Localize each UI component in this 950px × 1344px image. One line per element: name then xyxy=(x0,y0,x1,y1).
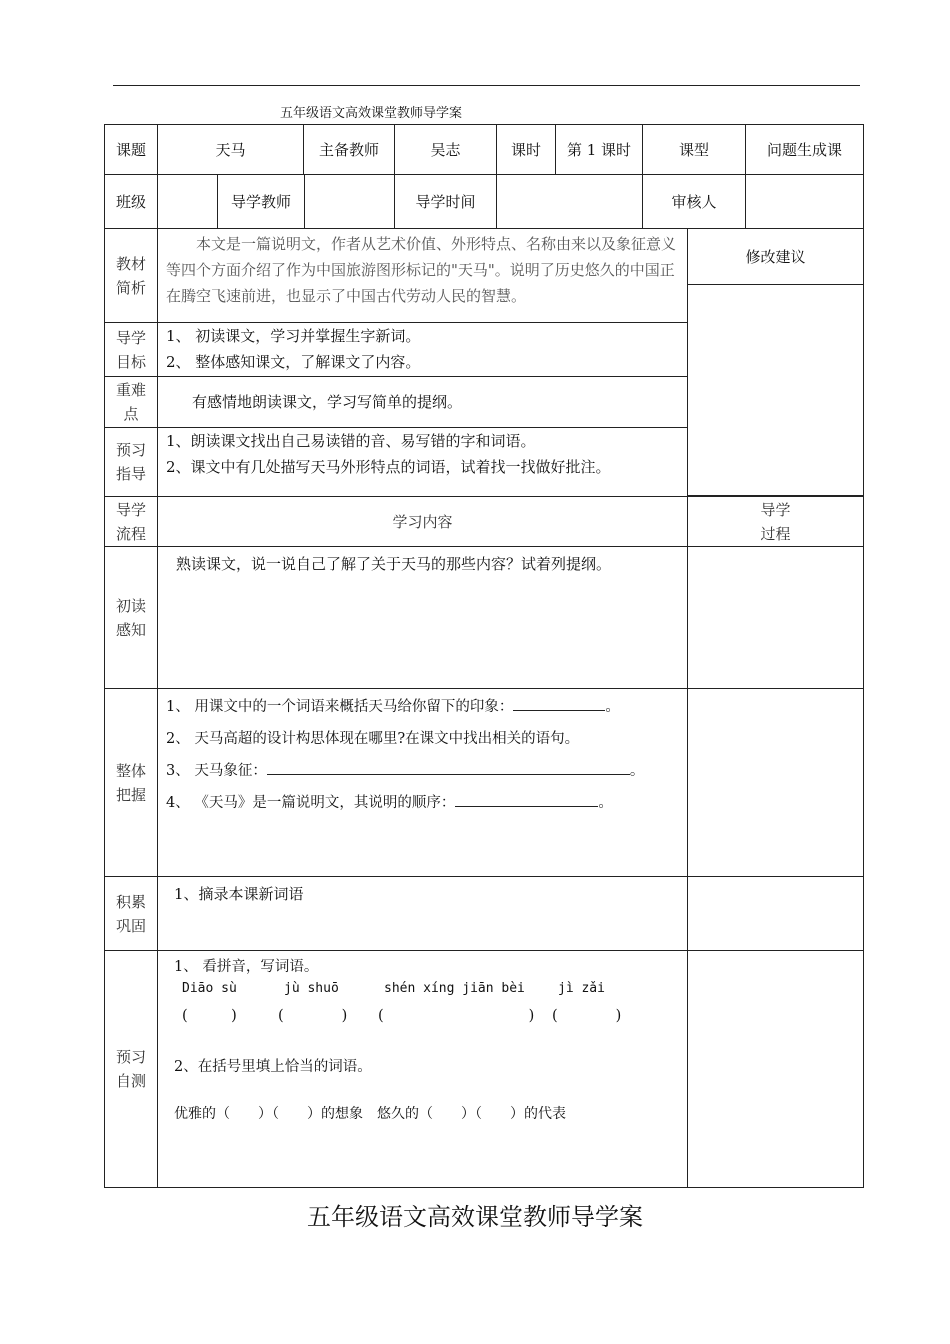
overall-q1: 1、 用课文中的一个词语来概括天马给你留下的印象： 。 xyxy=(166,691,679,723)
answer-blank[interactable] xyxy=(455,792,598,807)
preview-item: 2、课文中有几处描写天马外形特点的词语，试着找一找做好批注。 xyxy=(166,458,611,476)
answer-paren-4[interactable]: ( ) xyxy=(552,1008,622,1024)
overall-q4: 4、 《天马》是一篇说明文，其说明的顺序： 。 xyxy=(166,787,679,819)
guide-time-label: 导学时间 xyxy=(394,174,497,229)
period-value: 第 1 课时 xyxy=(555,124,643,175)
flow-label: 导学流程 xyxy=(104,496,158,547)
goal-item: 1、 初读课文，学习并掌握生字新词。 xyxy=(166,327,421,345)
overall-notes[interactable] xyxy=(687,688,864,877)
goals-list xyxy=(157,322,688,377)
header-title: 五年级语文高效课堂教师导学案 xyxy=(280,106,463,121)
first-reading-text: 熟读课文，说一说自己了解了关于天马的那些内容？试着列提纲。 xyxy=(157,546,688,689)
first-reading-label: 初读感知 xyxy=(104,546,158,689)
reviewer-value[interactable] xyxy=(745,174,864,229)
self-test-label: 预习自测 xyxy=(104,950,158,1188)
accumulate-text: 1、摘录本课新词语 xyxy=(157,876,688,951)
preview-guide-label: 预习指导 xyxy=(104,427,158,497)
process-header: 导学过程 xyxy=(687,496,864,547)
type-label: 课型 xyxy=(642,124,746,175)
guide-teacher-label: 导学教师 xyxy=(217,174,305,229)
preview-item: 1、朗读课文找出自己易读错的音、易写错的字和词语。 xyxy=(166,432,536,450)
answer-blank[interactable] xyxy=(513,696,605,711)
answer-paren-1[interactable]: ( ) xyxy=(182,1008,237,1024)
self-test-q1: 1、 看拼音，写词语。 xyxy=(174,959,319,975)
answer-paren-3[interactable]: ( ) xyxy=(378,1008,535,1024)
first-reading-notes[interactable] xyxy=(687,546,864,689)
overall-q3: 3、 天马象征： 。 xyxy=(166,755,679,787)
accumulate-label: 积累巩固 xyxy=(104,876,158,951)
class-value[interactable] xyxy=(157,174,218,229)
pinyin-4: jì zǎi xyxy=(558,981,605,996)
header-rule xyxy=(113,85,860,86)
class-label: 班级 xyxy=(104,174,158,229)
self-test-fill: 优雅的（ ）（ ）的想象 悠久的（ ）（ ）的代表 xyxy=(174,1106,566,1122)
type-value: 问题生成课 xyxy=(745,124,864,175)
pinyin-3: shén xíng jiān bèi xyxy=(384,981,525,996)
answer-blank[interactable] xyxy=(267,760,630,775)
footer-title: 五年级语文高效课堂教师导学案 xyxy=(307,1203,643,1231)
self-test-content xyxy=(157,950,688,1188)
period-label: 课时 xyxy=(496,124,556,175)
pinyin-2: jù shuō xyxy=(284,981,339,996)
content-header: 学习内容 xyxy=(157,496,688,547)
topic-value: 天马 xyxy=(157,124,304,175)
main-teacher-label: 主备教师 xyxy=(303,124,395,175)
goal-item: 2、 整体感知课文，了解课文了内容。 xyxy=(166,353,421,371)
reviewer-label: 审核人 xyxy=(642,174,746,229)
overall-label: 整体把握 xyxy=(104,688,158,877)
intro-text: 本文是一篇说明文，作者从艺术价值、外形特点、名称由来以及象征意义等四个方面介绍了作为中国旅游图形标记的"天马"。说明了历史悠久的中国正在腾空飞速前进，也显示了中国古代劳动人民的智慧。 xyxy=(157,228,688,323)
accumulate-notes[interactable] xyxy=(687,876,864,951)
guide-time-value[interactable] xyxy=(496,174,643,229)
main-teacher-value: 吴志 xyxy=(394,124,497,175)
intro-label: 教材简析 xyxy=(104,228,158,323)
key-points-label: 重难点 xyxy=(104,376,158,428)
key-points-text: 有感情地朗读课文，学习写简单的提纲。 xyxy=(157,376,688,428)
overall-questions xyxy=(157,688,688,877)
goals-label: 导学目标 xyxy=(104,322,158,377)
self-test-q2: 2、在括号里填上恰当的词语。 xyxy=(174,1059,372,1075)
suggestion-area[interactable] xyxy=(687,284,864,496)
self-test-notes[interactable] xyxy=(687,950,864,1188)
suggestion-label: 修改建议 xyxy=(687,228,864,285)
pinyin-1: Diāo sù xyxy=(182,981,237,996)
guide-teacher-value[interactable] xyxy=(304,174,395,229)
topic-label: 课题 xyxy=(104,124,158,175)
answer-paren-2[interactable]: ( ) xyxy=(278,1008,348,1024)
overall-q2: 2、 天马高超的设计构思体现在哪里?在课文中找出相关的语句。 xyxy=(166,731,580,747)
preview-guide-list xyxy=(157,427,688,497)
